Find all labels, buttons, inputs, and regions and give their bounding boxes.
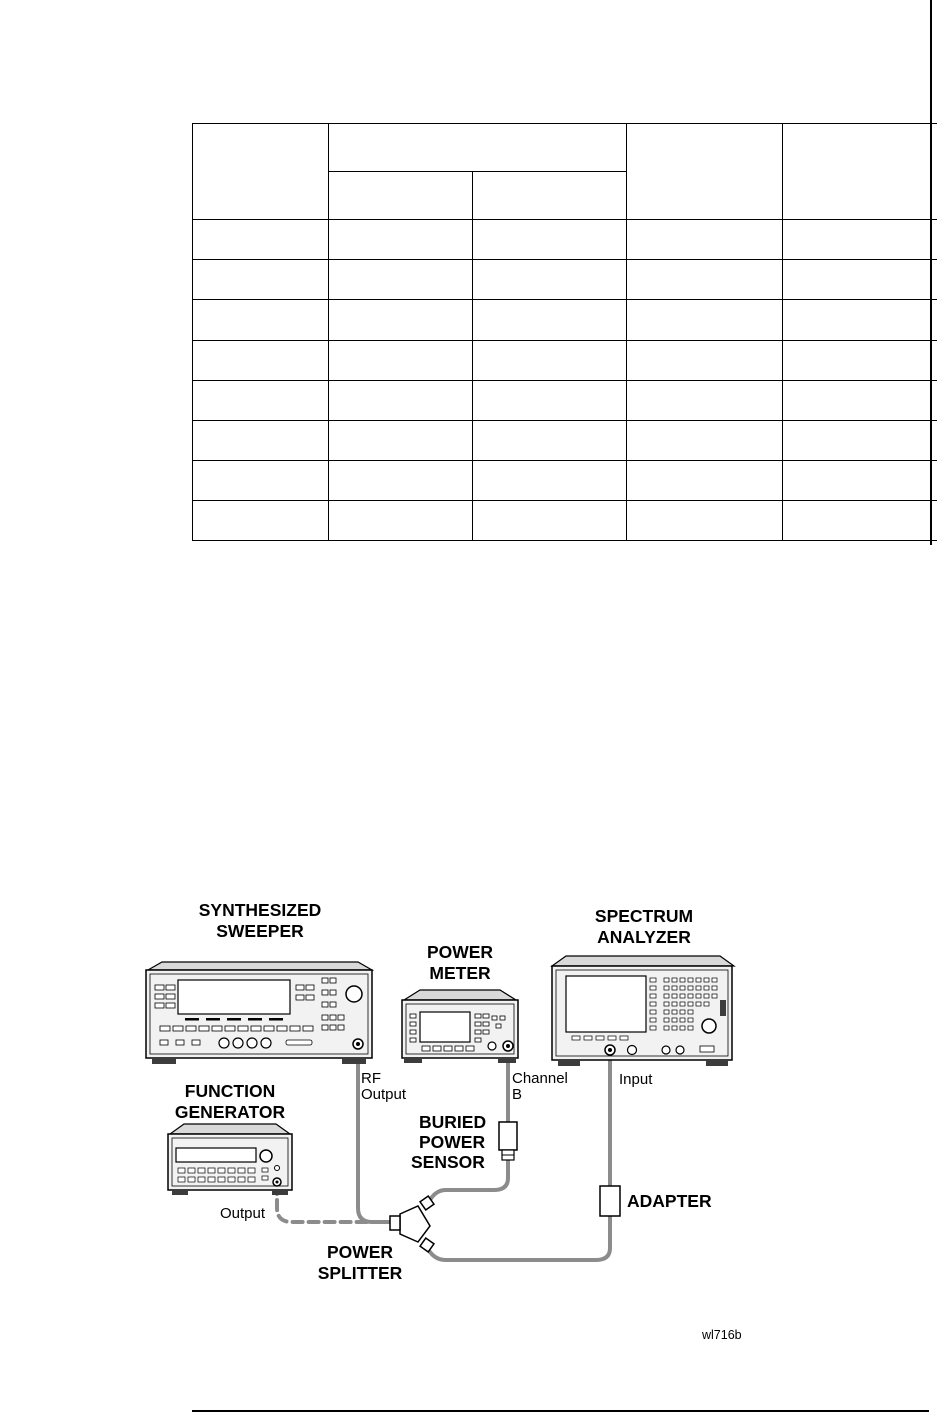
power-splitter-component bbox=[390, 1196, 434, 1252]
spectrum-analyzer-instrument bbox=[552, 956, 734, 1066]
channel-label-line2: B bbox=[512, 1086, 523, 1103]
function-generator-label-line2: GENERATOR bbox=[174, 1102, 286, 1122]
adapter-label: ADAPTER bbox=[627, 1191, 712, 1211]
spectrum-analyzer-label-line2: ANALYZER bbox=[597, 927, 691, 947]
sensor-label-line1: BURIED bbox=[419, 1112, 487, 1132]
sweeper-label-line1: SYNTHESIZED bbox=[198, 900, 322, 920]
sweeper-label-line2: SWEEPER bbox=[216, 921, 304, 941]
power-meter-instrument bbox=[402, 990, 518, 1063]
function-generator-instrument bbox=[168, 1124, 292, 1195]
adapter-to-splitter-cable bbox=[430, 1216, 610, 1260]
input-label: Input bbox=[619, 1071, 653, 1088]
synthesized-sweeper-instrument bbox=[146, 962, 372, 1064]
power-meter-label-line2: METER bbox=[429, 963, 491, 983]
page-footer-rule bbox=[192, 1410, 929, 1412]
buried-power-sensor bbox=[499, 1122, 517, 1160]
power-meter-label-line1: POWER bbox=[426, 942, 494, 962]
spectrum-analyzer-label-line1: SPECTRUM bbox=[594, 906, 694, 926]
function-generator-label-line1: FUNCTION bbox=[184, 1081, 276, 1101]
fg-output-label: Output bbox=[220, 1205, 266, 1222]
figure-id: wl716b bbox=[702, 1328, 742, 1342]
adapter-component bbox=[600, 1186, 620, 1216]
rf-output-label-line1: RF bbox=[361, 1070, 381, 1087]
sensor-label-line3: SENSOR bbox=[411, 1152, 485, 1172]
sensor-label-line2: POWER bbox=[419, 1132, 486, 1152]
rf-output-label-line2: Output bbox=[361, 1086, 407, 1103]
splitter-label-line2: SPLITTER bbox=[317, 1263, 403, 1283]
channel-label-line1: Channel bbox=[512, 1070, 568, 1087]
splitter-label-line1: POWER bbox=[326, 1242, 394, 1262]
